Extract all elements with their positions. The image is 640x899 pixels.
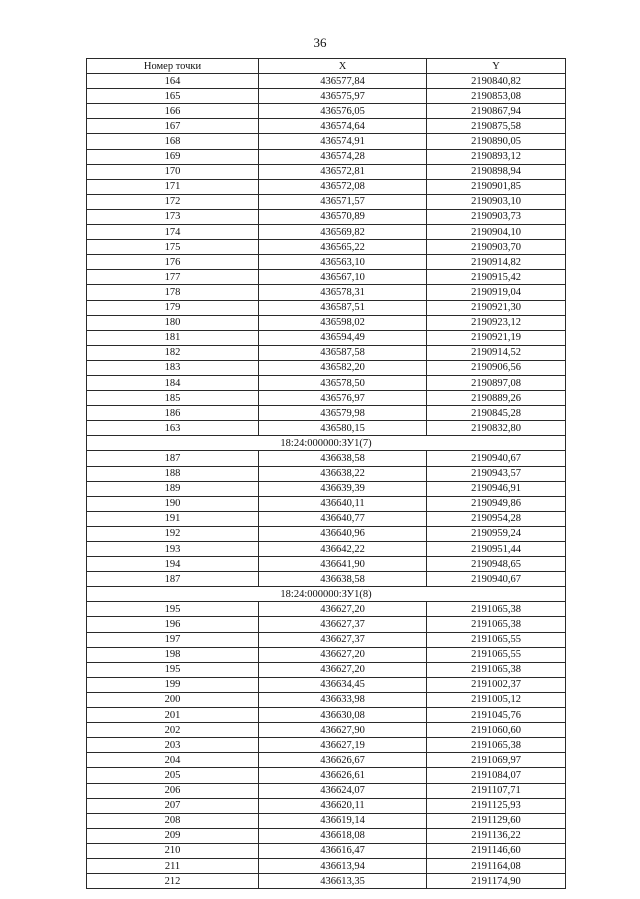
y-cell: 2191136,22 bbox=[427, 828, 566, 843]
coordinates-table bbox=[86, 58, 566, 889]
point-number-cell: 187 bbox=[87, 451, 259, 466]
y-cell: 2190915,42 bbox=[427, 270, 566, 285]
x-cell: 436570,89 bbox=[259, 209, 427, 224]
point-number-cell: 198 bbox=[87, 647, 259, 662]
table-row bbox=[87, 300, 566, 315]
x-cell: 436569,82 bbox=[259, 225, 427, 240]
table-row bbox=[87, 557, 566, 572]
y-cell: 2190875,58 bbox=[427, 119, 566, 134]
point-number-cell: 205 bbox=[87, 768, 259, 783]
x-cell: 436575,97 bbox=[259, 89, 427, 104]
y-cell: 2190901,85 bbox=[427, 179, 566, 194]
x-cell: 436639,39 bbox=[259, 481, 427, 496]
table-row bbox=[87, 843, 566, 858]
y-cell: 2190946,91 bbox=[427, 481, 566, 496]
y-cell: 2190940,67 bbox=[427, 451, 566, 466]
x-cell: 436638,58 bbox=[259, 451, 427, 466]
point-number-cell: 169 bbox=[87, 149, 259, 164]
y-cell: 2190897,08 bbox=[427, 375, 566, 390]
x-cell: 436640,11 bbox=[259, 496, 427, 511]
x-cell: 436641,90 bbox=[259, 557, 427, 572]
point-number-cell: 188 bbox=[87, 466, 259, 481]
point-number-cell: 199 bbox=[87, 677, 259, 692]
x-cell: 436580,15 bbox=[259, 421, 427, 436]
y-cell: 2191069,97 bbox=[427, 753, 566, 768]
x-cell: 436578,31 bbox=[259, 285, 427, 300]
x-cell: 436620,11 bbox=[259, 798, 427, 813]
x-cell: 436576,97 bbox=[259, 391, 427, 406]
y-cell: 2191146,60 bbox=[427, 843, 566, 858]
x-cell: 436613,94 bbox=[259, 858, 427, 873]
point-number-cell: 190 bbox=[87, 496, 259, 511]
table-row bbox=[87, 526, 566, 541]
y-cell: 2190914,82 bbox=[427, 255, 566, 270]
point-number-cell: 197 bbox=[87, 632, 259, 647]
table-row bbox=[87, 240, 566, 255]
table-row bbox=[87, 134, 566, 149]
x-cell: 436571,57 bbox=[259, 194, 427, 209]
table-row bbox=[87, 496, 566, 511]
table-body bbox=[87, 74, 566, 889]
page-number: 36 bbox=[313, 35, 327, 50]
table-row bbox=[87, 451, 566, 466]
table-row bbox=[87, 768, 566, 783]
point-number-cell: 168 bbox=[87, 134, 259, 149]
y-cell: 2191065,38 bbox=[427, 602, 566, 617]
table-row bbox=[87, 164, 566, 179]
y-cell: 2190853,08 bbox=[427, 89, 566, 104]
x-cell: 436627,20 bbox=[259, 602, 427, 617]
point-number-cell: 187 bbox=[87, 572, 259, 587]
x-cell: 436633,98 bbox=[259, 692, 427, 707]
point-number-cell: 192 bbox=[87, 526, 259, 541]
x-cell: 436626,67 bbox=[259, 753, 427, 768]
parcel-id: 18:24:000000:ЗУ1(8) bbox=[87, 587, 566, 602]
y-cell: 2190948,65 bbox=[427, 557, 566, 572]
point-number-cell: 182 bbox=[87, 345, 259, 360]
y-cell: 2190890,05 bbox=[427, 134, 566, 149]
y-cell: 2190954,28 bbox=[427, 511, 566, 526]
point-number-cell: 206 bbox=[87, 783, 259, 798]
table-row bbox=[87, 225, 566, 240]
table-row bbox=[87, 345, 566, 360]
parcel-subheader-row bbox=[87, 436, 566, 451]
y-cell: 2191002,37 bbox=[427, 677, 566, 692]
table-row bbox=[87, 542, 566, 557]
y-cell: 2190898,94 bbox=[427, 164, 566, 179]
table-row bbox=[87, 511, 566, 526]
y-cell: 2190903,10 bbox=[427, 194, 566, 209]
table-row bbox=[87, 375, 566, 390]
x-cell: 436627,37 bbox=[259, 632, 427, 647]
x-cell: 436626,61 bbox=[259, 768, 427, 783]
point-number-cell: 165 bbox=[87, 89, 259, 104]
y-cell: 2190923,12 bbox=[427, 315, 566, 330]
x-cell: 436598,02 bbox=[259, 315, 427, 330]
table-row bbox=[87, 421, 566, 436]
y-cell: 2190845,28 bbox=[427, 406, 566, 421]
point-number-cell: 172 bbox=[87, 194, 259, 209]
point-number-cell: 178 bbox=[87, 285, 259, 300]
y-cell: 2190943,57 bbox=[427, 466, 566, 481]
x-cell: 436627,20 bbox=[259, 647, 427, 662]
x-cell: 436594,49 bbox=[259, 330, 427, 345]
point-number-cell: 193 bbox=[87, 542, 259, 557]
point-number-cell: 181 bbox=[87, 330, 259, 345]
table-row bbox=[87, 632, 566, 647]
y-cell: 2191065,38 bbox=[427, 662, 566, 677]
y-cell: 2191107,71 bbox=[427, 783, 566, 798]
point-number-cell: 174 bbox=[87, 225, 259, 240]
table-row bbox=[87, 798, 566, 813]
x-cell: 436618,08 bbox=[259, 828, 427, 843]
y-cell: 2191065,38 bbox=[427, 738, 566, 753]
table-row bbox=[87, 330, 566, 345]
x-cell: 436563,10 bbox=[259, 255, 427, 270]
table-row bbox=[87, 647, 566, 662]
point-number-cell: 164 bbox=[87, 74, 259, 89]
y-cell: 2190914,52 bbox=[427, 345, 566, 360]
x-cell: 436619,14 bbox=[259, 813, 427, 828]
point-number-cell: 210 bbox=[87, 843, 259, 858]
parcel-subheader-row bbox=[87, 587, 566, 602]
y-cell: 2190832,80 bbox=[427, 421, 566, 436]
x-cell: 436640,77 bbox=[259, 511, 427, 526]
x-cell: 436565,22 bbox=[259, 240, 427, 255]
x-cell: 436587,51 bbox=[259, 300, 427, 315]
table-row bbox=[87, 209, 566, 224]
x-cell: 436627,37 bbox=[259, 617, 427, 632]
y-cell: 2190904,10 bbox=[427, 225, 566, 240]
y-cell: 2190959,24 bbox=[427, 526, 566, 541]
point-number-cell: 163 bbox=[87, 421, 259, 436]
point-number-cell: 191 bbox=[87, 511, 259, 526]
x-cell: 436640,96 bbox=[259, 526, 427, 541]
table-row bbox=[87, 194, 566, 209]
point-number-cell: 211 bbox=[87, 858, 259, 873]
table-row bbox=[87, 466, 566, 481]
table-row bbox=[87, 179, 566, 194]
table-row bbox=[87, 738, 566, 753]
table-row bbox=[87, 858, 566, 873]
x-cell: 436572,08 bbox=[259, 179, 427, 194]
point-number-cell: 185 bbox=[87, 391, 259, 406]
table-row bbox=[87, 828, 566, 843]
table-row bbox=[87, 813, 566, 828]
x-cell: 436582,20 bbox=[259, 360, 427, 375]
y-cell: 2191065,38 bbox=[427, 617, 566, 632]
y-cell: 2190840,82 bbox=[427, 74, 566, 89]
y-cell: 2190889,26 bbox=[427, 391, 566, 406]
table-row bbox=[87, 315, 566, 330]
point-number-cell: 166 bbox=[87, 104, 259, 119]
table-row bbox=[87, 270, 566, 285]
table-row bbox=[87, 74, 566, 89]
y-cell: 2190921,19 bbox=[427, 330, 566, 345]
table-row bbox=[87, 104, 566, 119]
x-cell: 436574,91 bbox=[259, 134, 427, 149]
point-number-cell: 201 bbox=[87, 708, 259, 723]
y-cell: 2190903,73 bbox=[427, 209, 566, 224]
point-number-cell: 176 bbox=[87, 255, 259, 270]
table-row bbox=[87, 481, 566, 496]
point-number-cell: 167 bbox=[87, 119, 259, 134]
table-row bbox=[87, 360, 566, 375]
x-cell: 436574,64 bbox=[259, 119, 427, 134]
x-cell: 436624,07 bbox=[259, 783, 427, 798]
point-number-cell: 189 bbox=[87, 481, 259, 496]
point-number-cell: 180 bbox=[87, 315, 259, 330]
point-number-cell: 194 bbox=[87, 557, 259, 572]
x-cell: 436638,58 bbox=[259, 572, 427, 587]
table-row bbox=[87, 677, 566, 692]
table-row bbox=[87, 89, 566, 104]
point-number-cell: 204 bbox=[87, 753, 259, 768]
y-cell: 2191125,93 bbox=[427, 798, 566, 813]
point-number-cell: 195 bbox=[87, 602, 259, 617]
table-row bbox=[87, 753, 566, 768]
point-number-cell: 186 bbox=[87, 406, 259, 421]
x-cell: 436642,22 bbox=[259, 542, 427, 557]
y-cell: 2190940,67 bbox=[427, 572, 566, 587]
table-row bbox=[87, 874, 566, 889]
x-cell: 436587,58 bbox=[259, 345, 427, 360]
x-cell: 436627,19 bbox=[259, 738, 427, 753]
parcel-id: 18:24:000000:ЗУ1(7) bbox=[87, 436, 566, 451]
y-cell: 2191129,60 bbox=[427, 813, 566, 828]
point-number-cell: 212 bbox=[87, 874, 259, 889]
y-cell: 2191005,12 bbox=[427, 692, 566, 707]
table-row bbox=[87, 149, 566, 164]
point-number-cell: 183 bbox=[87, 360, 259, 375]
point-number-cell: 202 bbox=[87, 723, 259, 738]
table-row bbox=[87, 708, 566, 723]
x-cell: 436630,08 bbox=[259, 708, 427, 723]
point-number-cell: 209 bbox=[87, 828, 259, 843]
table-row bbox=[87, 662, 566, 677]
y-cell: 2190919,04 bbox=[427, 285, 566, 300]
table-row bbox=[87, 572, 566, 587]
table-row bbox=[87, 119, 566, 134]
x-cell: 436567,10 bbox=[259, 270, 427, 285]
y-cell: 2191065,55 bbox=[427, 647, 566, 662]
x-cell: 436578,50 bbox=[259, 375, 427, 390]
x-cell: 436627,90 bbox=[259, 723, 427, 738]
y-cell: 2190893,12 bbox=[427, 149, 566, 164]
header-point-number: Номер точки bbox=[87, 59, 259, 74]
y-cell: 2191084,07 bbox=[427, 768, 566, 783]
table-header-row bbox=[87, 59, 566, 74]
y-cell: 2191065,55 bbox=[427, 632, 566, 647]
table-row bbox=[87, 391, 566, 406]
x-cell: 436574,28 bbox=[259, 149, 427, 164]
x-cell: 436579,98 bbox=[259, 406, 427, 421]
y-cell: 2191164,08 bbox=[427, 858, 566, 873]
point-number-cell: 173 bbox=[87, 209, 259, 224]
y-cell: 2191045,76 bbox=[427, 708, 566, 723]
y-cell: 2190903,70 bbox=[427, 240, 566, 255]
table-row bbox=[87, 602, 566, 617]
point-number-cell: 196 bbox=[87, 617, 259, 632]
point-number-cell: 207 bbox=[87, 798, 259, 813]
y-cell: 2190906,56 bbox=[427, 360, 566, 375]
x-cell: 436627,20 bbox=[259, 662, 427, 677]
y-cell: 2191174,90 bbox=[427, 874, 566, 889]
y-cell: 2190949,86 bbox=[427, 496, 566, 511]
header-y: Y bbox=[427, 59, 566, 74]
point-number-cell: 203 bbox=[87, 738, 259, 753]
point-number-cell: 175 bbox=[87, 240, 259, 255]
point-number-cell: 208 bbox=[87, 813, 259, 828]
y-cell: 2190951,44 bbox=[427, 542, 566, 557]
y-cell: 2191060,60 bbox=[427, 723, 566, 738]
table-row bbox=[87, 692, 566, 707]
point-number-cell: 200 bbox=[87, 692, 259, 707]
point-number-cell: 195 bbox=[87, 662, 259, 677]
y-cell: 2190921,30 bbox=[427, 300, 566, 315]
table-row bbox=[87, 255, 566, 270]
point-number-cell: 171 bbox=[87, 179, 259, 194]
table-row bbox=[87, 406, 566, 421]
header-x: X bbox=[259, 59, 427, 74]
x-cell: 436576,05 bbox=[259, 104, 427, 119]
x-cell: 436616,47 bbox=[259, 843, 427, 858]
y-cell: 2190867,94 bbox=[427, 104, 566, 119]
table-row bbox=[87, 285, 566, 300]
x-cell: 436613,35 bbox=[259, 874, 427, 889]
table-row bbox=[87, 617, 566, 632]
table-row bbox=[87, 723, 566, 738]
x-cell: 436638,22 bbox=[259, 466, 427, 481]
point-number-cell: 177 bbox=[87, 270, 259, 285]
x-cell: 436577,84 bbox=[259, 74, 427, 89]
point-number-cell: 179 bbox=[87, 300, 259, 315]
point-number-cell: 184 bbox=[87, 375, 259, 390]
x-cell: 436634,45 bbox=[259, 677, 427, 692]
x-cell: 436572,81 bbox=[259, 164, 427, 179]
table-row bbox=[87, 783, 566, 798]
point-number-cell: 170 bbox=[87, 164, 259, 179]
